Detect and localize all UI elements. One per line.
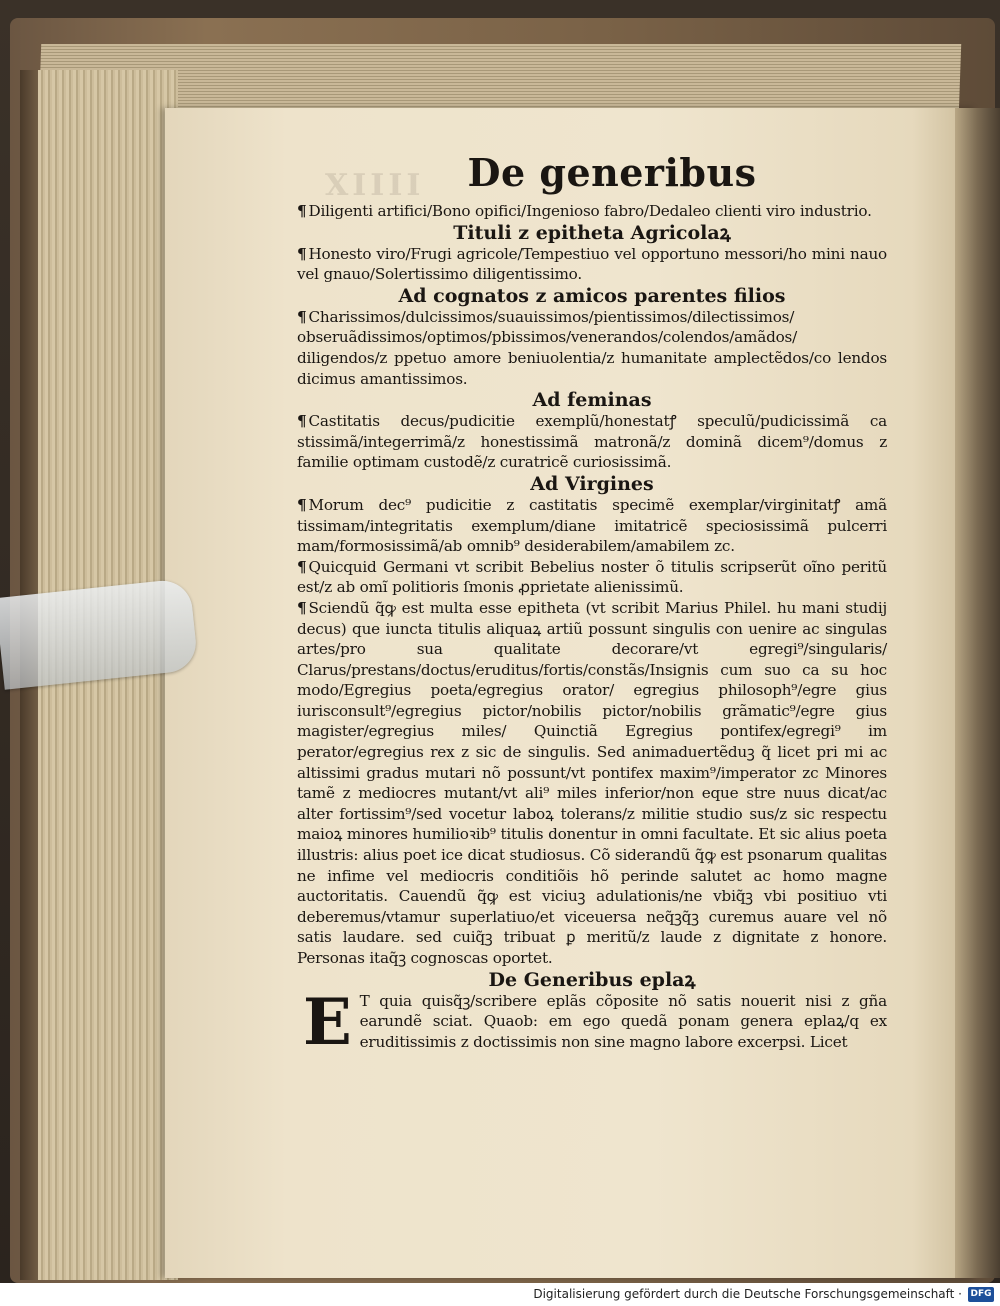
paragraph-virgines bbox=[297, 495, 887, 557]
heading-cognatos: Ad cognatos z amicos parentes filios bbox=[398, 284, 786, 307]
pilcrow-icon: ¶ bbox=[297, 412, 307, 431]
heading-generibus-epistolarum: De Generibus eplaꝝ bbox=[488, 968, 696, 991]
paragraph-text: Sciendũ q̃ꝙ est multa esse epitheta (vt scribit Marius Philel. hu mani studij decus) que iuncta titulis aliquaꝝ artiũ possunt singulis con uenire ac singulas artes/pro sua qualitate decorare/vt egregi⁹/singularis/ Clarus/prestans/doctus/eruditus/fortis/constãs/Insignis cum suo ca su hoc modo/Egregius poeta/egregius orator/ egregius philosoph⁹/egre gius iurisconsult⁹/egregius pictor/nobilis pictor/nobilis grãmatic⁹/egre gius magister/egregius miles/ Quinctiã Egregius pontifex/egregi⁹ im perator/egregius rex z sic de singulis. Sed animaduertẽduꝫ q̃ licet pri mi ac altissimi gradus mutari nõ possunt/vt pontifex maxim⁹/imperator zc Minores tamẽ z mediocres mutant/vt ali⁹ miles inferior/non eque stre nuus dicat/ac alter fortissim⁹/sed vocetur laboꝝ tolerans/z militie studio sus/z sic respectu maioꝝ minores humilioꝛib⁹ titulis donentur in omni facultate. Et sic alius poeta illustris: alius poet ice dicat studiosus. Cõ siderandũ q̃ꝙ est psonarum qualitas ne infime vel mediocris conditiõis hõ perinde salutet ac homo magne auctoritatis. Cauendũ q̃ꝙ est viciuꝫ adulationis/ne vbiq̃ꝫ vbi positiuo vti deberemus/vtamur superlatiuo/et viceuersa neq̃ꝫq̃ꝫ curemus auare vel nõ satis laudare. sed cuiq̃ꝫ tribuat ꝑ meritũ/z laude z dignitate z honore. Personas itaq̃ꝫ cognoscas oportet. bbox=[297, 598, 887, 967]
paragraph-text: Diligenti artifici/Bono opifici/Ingenioso fabro/Dedaleo clienti viro industrio. bbox=[308, 202, 872, 220]
paragraph-text: T quia quisq̃ꝫ/scribere eplãs cõposite nõ satis nouerit nisi z gña earundẽ sciat. Quaob: em ego quedã ponam genera eplaꝝ/q ex eruditissimis z doctissimis non sine magno labore excerpsi. Licet bbox=[359, 991, 887, 1051]
pilcrow-icon: ¶ bbox=[297, 202, 307, 220]
paragraph-text: Charissimos/dulcissimos/suauissimos/pientissimos/dilectissimos/ obseruãdissimos/optimos/pbissimos/venerandos/colendos/amãdos/ diligendos/z ppetuo amore beniuolentia/z humanitate amplectẽdos/co lendos dicimus amantissimos. bbox=[297, 307, 887, 388]
paragraph-text: Castitatis decus/pudicitie exemplũ/honestatꝭ speculũ/pudicissimã ca stissimã/integerrimã/z honestissimã matronã/z dominã dicem⁹/domus z familie optimam custodẽ/z curatricẽ curiosissimã. bbox=[297, 412, 887, 472]
heading-agricolarum: Tituli z epitheta Agricolaꝝ bbox=[453, 221, 731, 244]
dfg-logo: DFG bbox=[968, 1287, 994, 1302]
pilcrow-icon: ¶ bbox=[297, 598, 307, 617]
footer-bar bbox=[0, 1283, 1000, 1306]
drop-capital: E bbox=[303, 984, 352, 1060]
paragraph-agricola bbox=[297, 244, 887, 285]
paragraph-germani bbox=[297, 557, 887, 598]
paragraph-text: Honesto viro/Frugi agricole/Tempestiuo vel opportuno messori/ho mini nauo vel gnauo/Solertissimo diligentissimo. bbox=[297, 244, 887, 284]
paragraph-generibus bbox=[297, 984, 887, 1060]
text-block bbox=[297, 150, 887, 1060]
book-gutter bbox=[955, 108, 1000, 1278]
funding-notice: Digitalisierung gefördert durch die Deutsche Forschungsgemeinschaft · bbox=[533, 1287, 962, 1301]
pilcrow-icon: ¶ bbox=[297, 495, 307, 514]
page-title: De generibus bbox=[467, 150, 757, 195]
show-through-folio: XIIII bbox=[325, 168, 425, 203]
heading-virgines: Ad Virgines bbox=[530, 472, 654, 495]
paragraph-feminas bbox=[297, 411, 887, 473]
paragraph-epitheta bbox=[297, 598, 887, 969]
heading-feminas: Ad feminas bbox=[532, 389, 652, 412]
paragraph-cognatos bbox=[297, 307, 887, 389]
paragraph-text: Quicquid Germani vt scribit Bebelius noster õ titulis scripserũt oĩno peritũ est/z ab omĩ politioris ſmonis ꝓprietate alienissimũ. bbox=[297, 557, 887, 597]
pilcrow-icon: ¶ bbox=[297, 307, 307, 326]
pilcrow-icon: ¶ bbox=[297, 557, 307, 576]
pilcrow-icon: ¶ bbox=[297, 244, 307, 263]
paragraph-artifici bbox=[297, 201, 887, 222]
paragraph-text: Morum dec⁹ pudicitie z castitatis specimẽ exemplar/virginitatꝭ amã tissimam/integritatis exemplum/diane imitatricẽ speciosissimã pulcerri mam/formosissimã/ab omnib⁹ desiderabilem/amabilem zc. bbox=[297, 495, 887, 556]
